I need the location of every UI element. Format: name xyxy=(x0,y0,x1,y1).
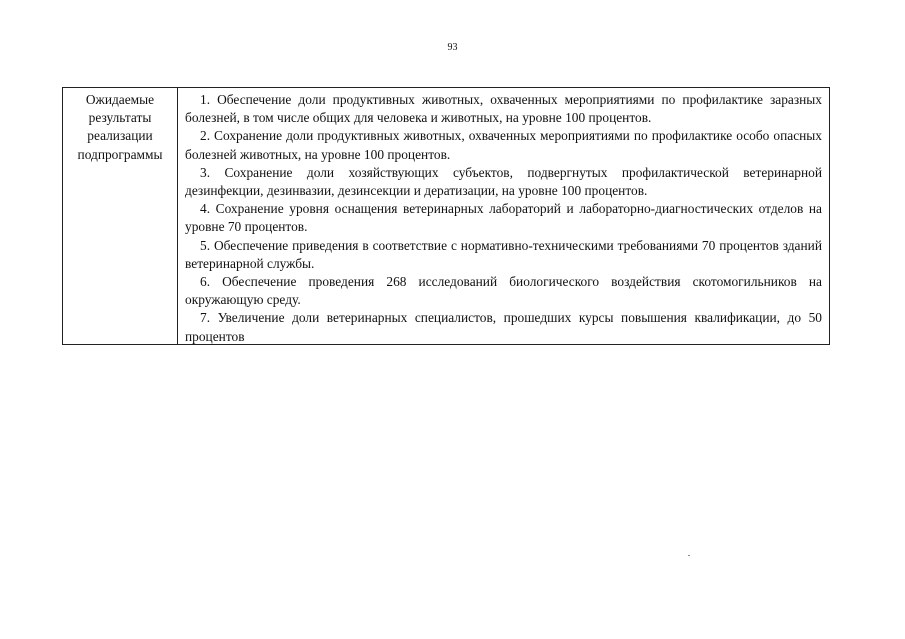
result-item-7: 7. Увеличение доли ветеринарных специалистов, прошедших курсы повышения квалификации, до 50 процентов xyxy=(185,310,822,344)
result-item-6: 6. Обеспечение проведения 268 исследований биологического воздействия скотомогильников на окружающую среду. xyxy=(185,274,822,308)
row-label-line: Ожидаемые xyxy=(85,92,155,107)
result-item-5: 5. Обеспечение приведения в соответствие с нормативно-техническими требованиями 70 процентов зданий ветеринарной службы. xyxy=(185,237,822,271)
results-table xyxy=(62,87,830,345)
row-label-cell xyxy=(63,88,178,344)
page-number: 93 xyxy=(447,42,458,53)
row-label-line: реализации xyxy=(87,128,153,144)
result-item-2: 2. Сохранение доли продуктивных животных, охваченных мероприятиями по профилактике особо опасных болезней животных, на уровне 100 процентов. xyxy=(185,128,822,162)
result-item-1: 1. Обеспечение доли продуктивных животных, охваченных мероприятиями по профилактике заразных болезней, в том числе общих для человека и животных, на уровне 100 процентов. xyxy=(185,92,822,126)
row-label-line: результаты xyxy=(88,110,152,126)
result-item-4: 4. Сохранение уровня оснащения ветеринарных лабораторий и лабораторно-диагностических отделов на уровне 70 процентов. xyxy=(185,201,822,235)
results-list-cell xyxy=(178,88,829,344)
result-item-3: 3. Сохранение доли хозяйствующих субъектов, подвергнутых профилактической ветеринарной дезинфекции, дезинвазии, дезинсекции и дератизации, на уровне 100 процентов. xyxy=(185,164,822,199)
scan-speck xyxy=(688,555,690,556)
row-label-line: подпрограммы xyxy=(77,146,163,162)
